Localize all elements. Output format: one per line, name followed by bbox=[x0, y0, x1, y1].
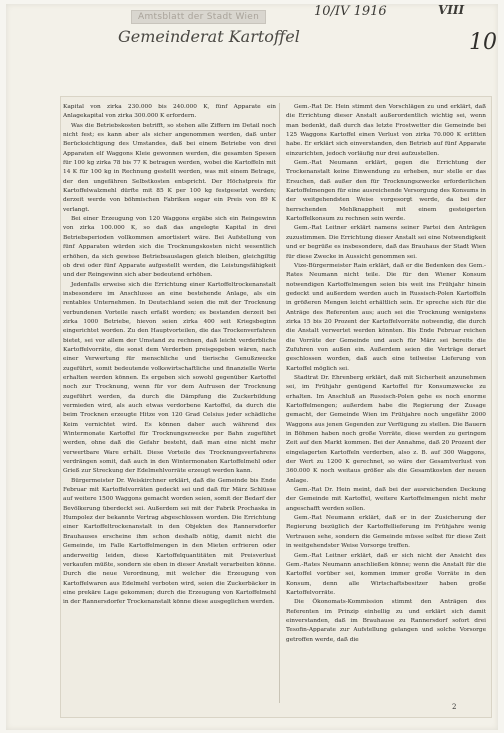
paragraph: Was die Betriebskosten betrifft, so stehen alle Ziffern im Detail noch nicht fest; es kann aber als sicher angenommen werden, daß unter Berücksichtigung des Umstandes, daß bei einem Betriebe von drei Apparaten elf Waggons Kleie gewonnen werden, die gesamten Spesen für 100 kg zirka 78 bis 77 K betragen werden, wobei die Kartoffeln mit 14 K für 100 kg in Rechnung gestellt werden, was mit einem Betrage, der den ungefähren Selbstkosten entspricht. Der Höchstpreis für Kartoffelwalzmehl dürfte mit 85 K per 100 kg festgesetzt werden; derzeit werde von böhmischen Fabriken sogar ein Preis von 89 K verlangt. bbox=[63, 122, 276, 213]
handwritten-folio-number: 10 bbox=[469, 30, 497, 55]
paragraph: Gem.-Rat Dr. Hein stimmt den Vorschlägen zu und erklärt, daß die Errichtung dieser Anstalt außerordentlich wichtig sei, wenn man bedenkt, daß durch das letzte Frostwetter die Gemeinde bei 125 Waggons Kartoffel einen Verlust von zirka 70.000 K erlitten habe. Er erklärt sich einverstanden, den Betrieb auf fünf Apparate einzurichten, jedoch vorläufig nur drei aufzustellen. bbox=[286, 104, 486, 157]
paragraph: Gem.-Rat Dr. Hein meint, daß bei der ausreichenden Deckung der Gemeinde mit Kartoffel, weitere Kartoffelmengen nicht mehr angeschafft werden sollen. bbox=[286, 487, 486, 512]
handwritten-roman-numeral: VIII bbox=[438, 3, 465, 17]
paragraph: Gem.-Rat Neumann erklärt, daß er in der Zusicherung der Regierung bezüglich der Kartoffellieferung im Frühjahre wenig Vertrauen sehe, sondern die Gemeinde müsse selbst für diese Zeit in weitgehendster Weise Vorsorge treffen. bbox=[286, 515, 486, 550]
paragraph: Jedenfalls erweise sich die Errichtung einer Kartoffeltrockenanstalt insbesondere im Anschlusse an eine bestehende Anlage, als ein rentables Unternehmen. In Deutschland seien die mit der Trocknung verbundenen Vorteile rasch erfaßt worden; es bestanden derzeit bei zirka 1000 Betriebe, hievon seien zirka 400 seit Kriegsbeginn eingerichtet worden. Zu den Hauptvorteilen, die das Trockenverfahren bietet, sei vor allem der Umstand zu rechnen, daß leicht verderbliche Kartoffelvorräte, die sonst dem Verderben preisgegeben wären, nach einer Verwertung für menschliche und tierische Genußzwecke zugeführt, somit bedeutende volkswirtschaftliche und finanzielle Werte erhalten werden können. Es ergeben sich sowohl gegenüber Kartoffel noch zur Trocknung, wenn für vor dem Aufrusen der Trocknung zugeführt werden, da durch die Dämpfung die Zuckerbildung vermieden wird, als auch etwas verdorbene Kartoffel, da durch die beim Trocknen erzeugte Hitze von 120 Grad Celsius jeder schädliche Keim vernichtet wird. Es können daher auch während des Wintermonate Kartoffel für Trocknungszwecke per Bahn zugeführt werden, ohne daß die Gefahr besteht, daß man eine nicht mehr verwertbare Ware erhält. Diese Vorteile des Trocknungsverfahrens verdrängen somit, daß auch in den Wintermonaten Kartoffelmehl oder Grieß zur Streckung der Edelmehlvorräte erzeugt werden kann. bbox=[63, 281, 276, 475]
paragraph: Gem.-Rat Neumann erklärt, gegen die Errichtung der Trockenanstalt keine Einwendung zu erheben, nur stelle er das Ersuchen, daß außer den für Trocknungszwecke erforderlichen Kartoffelmengen für eine ausreichende Versorgung des Konsums in der weitgehendsten Weise vorgesorgt werde, da bei der herrschenden Mehlknappheit mit einem gesteigerten Kartoffelkonsum zu rechnen sein werde. bbox=[286, 160, 486, 223]
paragraph: Stadtrat Dr. Ehrenberg erklärt, daß mit Sicherheit anzunehmen sei, im Frühjahr genügend Kartoffel für Konsumzwecke zu erhalten. Im Anschluß an Russisch-Polen gehe es noch enorme Kartoffelmengen; außerdem habe die Regierung der Zusage gemacht, der Gemeinde Wien im Frühjahre noch ungefähr 2000 Waggons aus jenen Gegenden zur Verfügung zu stellen. Die Bauern in Böhmen haben noch große Vorräte, diese werden zu geringem Zeit auf den Markt kommen. Bei der Annahme, daß 20 Prozent der eingelagerten Kartoffeln verderben, also z. B. auf 300 Waggons, der Wert zu 1200 K gerechnet, so wäre der Gesamtverlust von 360.000 K noch weitaus größer als die Gesamtkosten der neuen Anlage. bbox=[286, 374, 486, 484]
paragraph: Die Ökonomats-Kommission stimmt den Anträgen des Referenten im Prinzip einhellig zu und erklärt sich damit einverstanden, daß im Brauhause zu Rannersdorf sofort drei Tesofin-Apparate zur Aufstellung gelangen und solche Vorsorge getroffen werde, daß die bbox=[286, 599, 486, 643]
newspaper-clipping bbox=[60, 96, 492, 718]
source-stamp: Amtsblatt der Stadt Wien bbox=[131, 10, 266, 24]
paragraph: Kapital von zirka 230.000 bis 240.000 K, fünf Apparate ein Anlagekapital von zirka 300.000 K erfordern. bbox=[63, 104, 276, 120]
paragraph: Vize-Bürgermeister Rain erklärt, daß er die Bedenken des Gem.-Rates Neumann nicht teile. Die für den Wiener Konsum notwendigen Kartoffelmengen seien bis weit ins Frühjahr hinein gedeckt und außerdem werden auch in Russisch-Polen Kartoffeln in größeren Mengen leicht erhältlich sein. Er spreche sich für die Anträge des Referenten aus; auch sei die Trocknung wenigstens zirka 15 bis 20 Prozent der Kartoffelvorräte notwendig, die durch die Anstalt verwertet werden könnten. Bis Ende Februar reichen die Vorräte der Gemeinde und auch für März sei bereits die Zufuhren von außen ein. Außerdem seien die Verträge derart geschlossen worden, daß auch eine teilweise Lieferung von Kartoffel möglich sei. bbox=[286, 262, 486, 372]
handwritten-date: 10/IV 1916 bbox=[314, 4, 387, 19]
article-column-left bbox=[63, 103, 276, 708]
article-column-right bbox=[286, 103, 486, 708]
handwritten-subject: Gemeinderat Kartoffel bbox=[118, 27, 300, 46]
page-number: 2 bbox=[452, 703, 457, 711]
paragraph: Bürgermeister Dr. Weiskirchner erklärt, daß die Gemeinde bis Ende Februar mit Kartoffelvorräten gedeckt sei und daß für März Schlüsse auf weitere 1500 Waggons gemacht worden seien, somit der Bedarf der Bevölkerung überdeckt sei. Außerdem sei mit der Fabrik Prochaska in Humpolez der bekannte Vertrag abgeschlossen worden. Die Errichtung einer Kartoffeltrockenanstalt in den Objekten des Rannersdorfer Brauhauses erscheine ihm schon deshalb nötig, damit nicht die Gemeinde, im Falle Kartoffelmengen in den Mieten erfrieren oder anderweitig leiden, diese Kartoffelquantitäten mit Preisverlust verkaufen müßte, sondern sie eben in dieser Anstalt verarbeiten könne. Durch die neue Verordnung, mit welcher die Erzeugung von Kartoffelwaren aus Edelmehl verboten wird, seien die Zuckerbäcker in eine prekäre Lage gekommen; durch die Erzeugung von Kartoffelmehl in der Rannersdorfer Trockenanstalt könne diese ausgeglichen werden. bbox=[63, 477, 276, 606]
paragraph: Gem.-Rat Leitner erklärt, daß er sich nicht der Ansicht des Gem.-Rates Neumann anschließen könne; wenn die Anstalt für die Kartoffel vorüber sei, kommen immer große Vorräte in den Konsum, denn alle Wirtschaftsbesitzer haben große Kartoffelvorräte. bbox=[286, 552, 486, 596]
column-divider bbox=[279, 103, 280, 703]
paragraph: Gem.-Rat Leitner erklärt namens seiner Partei den Anträgen zuzustimmen. Die Errichtung dieser Anstalt sei eine Notwendigkeit und er begrüße es insbesondere, daß das Brauhaus der Stadt Wien für diese Zwecke in Aussicht genommen sei. bbox=[286, 225, 486, 260]
paragraph: Bei einer Erzeugung von 120 Waggons ergäbe sich ein Reingewinn von zirka 100.000 K, so daß das angelegte Kapital in drei Betriebsperioden vollkommen amortisiert wäre. Bei Aufstellung von fünf Apparaten würden sich die Trocknungskosten nicht wesentlich erhöhen, da sich gewisse Betriebsauslagen gleich bleiben, gleichgiltig ob drei oder fünf Apparate aufgestellt werden, die Leistungsfähigkeit und der Reingewinn sich aber bedeutend erhöhen. bbox=[63, 216, 276, 279]
